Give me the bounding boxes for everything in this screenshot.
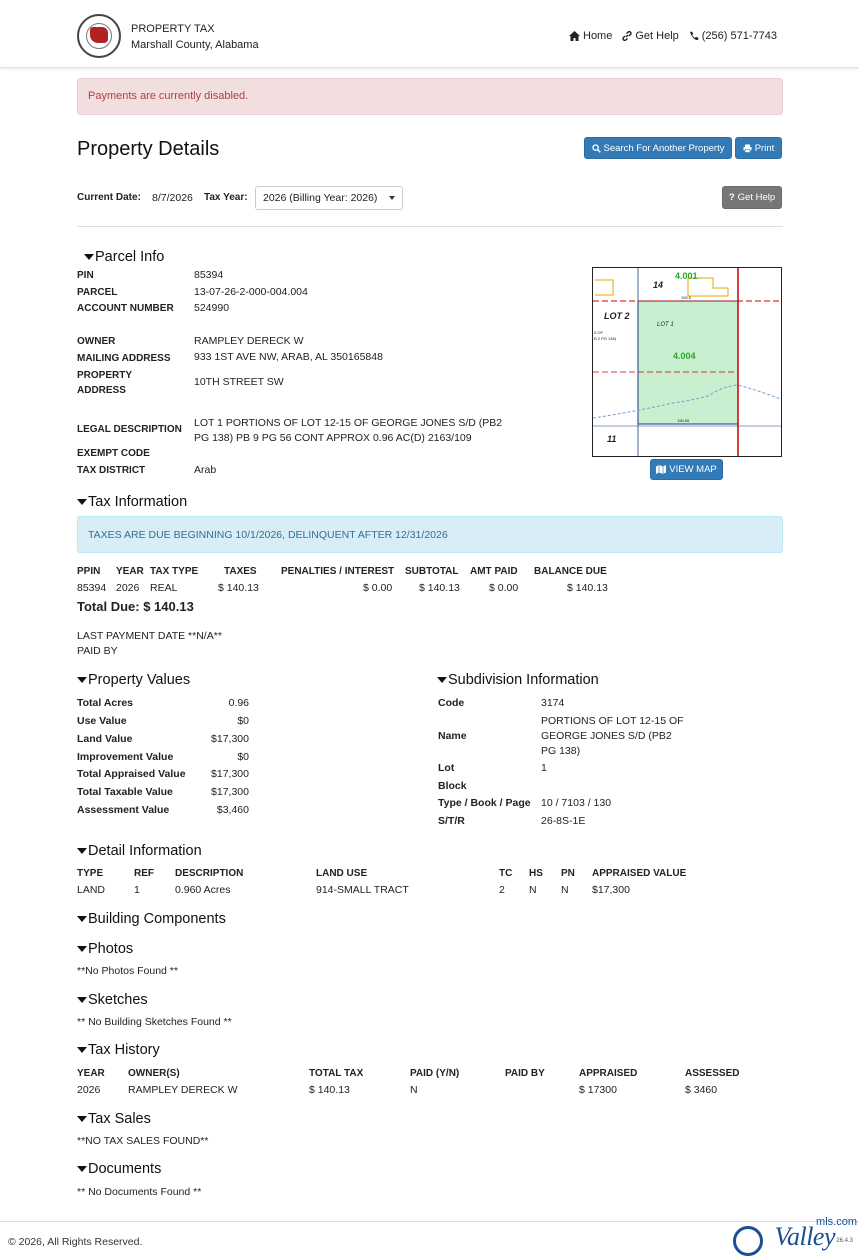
- tax-col-balance: BALANCE DUE: [534, 566, 607, 577]
- caret-down-icon: [77, 997, 87, 1003]
- home-icon: [569, 31, 580, 41]
- tax-year-label: Tax Year:: [204, 192, 248, 203]
- nav-help-link[interactable]: [622, 30, 678, 42]
- nav-phone-label: (256) 571-7743: [701, 30, 777, 42]
- detail-col-land-use: LAND USE: [316, 868, 368, 879]
- map-label-dim-top: 190.5: [681, 295, 692, 300]
- current-date-label: Current Date:: [77, 192, 141, 203]
- parcel-label-property-address: PROPERTY ADDRESS: [77, 370, 132, 396]
- sub-label-type-book-page: Type / Book / Page: [438, 797, 531, 809]
- sub-label-block: Block: [438, 780, 467, 792]
- detail-information-heading[interactable]: Detail Information: [77, 843, 202, 859]
- tax-cell-taxes: $ 140.13: [218, 582, 259, 594]
- print-icon: [743, 144, 752, 153]
- nav-help-label: Get Help: [635, 30, 679, 42]
- tax-col-year: YEAR: [116, 566, 144, 577]
- map-label-dim-bottom: 190.65: [677, 418, 690, 423]
- pv-label-assessment: Assessment Value: [77, 804, 170, 816]
- caret-down-icon: [77, 1116, 87, 1122]
- parcel-value-parcel: 13-07-26-2-000-004.004: [194, 286, 308, 298]
- sub-label-lot: Lot: [438, 762, 455, 774]
- caret-down-icon: [77, 848, 87, 854]
- parcel-map-image: [592, 267, 782, 457]
- history-col-appraised: APPRAISED: [579, 1068, 638, 1079]
- pv-value-taxable: $17,300: [211, 786, 249, 798]
- pv-value-assessment: $3,460: [216, 804, 249, 816]
- tax-year-select[interactable]: [255, 186, 403, 210]
- detail-col-tc: TC: [499, 868, 513, 879]
- tax-col-subtotal: SUBTOTAL: [405, 566, 459, 577]
- detail-cell-type: LAND: [77, 884, 106, 896]
- history-col-paid-by: PAID BY: [505, 1068, 545, 1079]
- detail-cell-land-use: 914-SMALL TRACT: [316, 884, 409, 896]
- get-help-button[interactable]: [722, 186, 782, 209]
- map-icon: [656, 465, 666, 474]
- parcel-label-legal: LEGAL DESCRIPTION: [77, 424, 182, 435]
- map-label-lot1: LOT 1: [657, 322, 674, 328]
- phone-icon: [689, 31, 699, 41]
- search-another-property-button[interactable]: [584, 137, 732, 159]
- chevron-down-icon: [389, 196, 395, 200]
- sub-value-name: PORTIONS OF LOT 12-15 OF GEORGE JONES S/D (PB2 PG 138): [541, 715, 684, 757]
- history-col-year: YEAR: [77, 1068, 105, 1079]
- history-cell-year: 2026: [77, 1084, 101, 1096]
- no-documents-text: ** No Documents Found **: [77, 1186, 202, 1198]
- tax-cell-type: REAL: [150, 582, 178, 594]
- caret-down-icon: [77, 499, 87, 505]
- search-icon: [592, 144, 601, 153]
- detail-col-type: TYPE: [77, 868, 104, 879]
- view-map-label: VIEW MAP: [669, 464, 717, 475]
- detail-cell-appraised: $17,300: [592, 884, 630, 896]
- tax-year-selected: 2026 (Billing Year: 2026): [263, 192, 378, 204]
- caret-down-icon: [77, 1047, 87, 1053]
- documents-heading[interactable]: Documents: [77, 1161, 161, 1177]
- caret-down-icon: [77, 946, 87, 952]
- parcel-value-property-address: 10TH STREET SW: [194, 376, 284, 388]
- footer: © 2026, All Rights Reserved. Valley mls.com 26.4.3: [0, 1221, 859, 1260]
- link-icon: [622, 31, 632, 41]
- history-col-paid: PAID (Y/N): [410, 1068, 460, 1079]
- sub-value-code: 3174: [541, 697, 565, 709]
- brand-title: PROPERTY TAX: [131, 23, 215, 35]
- no-photos-text: **No Photos Found **: [77, 965, 178, 977]
- caret-down-icon: [84, 254, 94, 260]
- get-help-button-label: Get Help: [737, 192, 776, 203]
- pv-label-acres: Total Acres: [77, 697, 134, 709]
- tax-information-heading[interactable]: Tax Information: [77, 494, 187, 510]
- sub-value-lot: 1: [541, 762, 547, 774]
- parcel-value-owner: RAMPLEY DERECK W: [194, 335, 304, 347]
- property-values-heading[interactable]: Property Values: [77, 672, 190, 688]
- detail-col-appraised: APPRAISED VALUE: [592, 868, 687, 879]
- search-button-label: Search For Another Property: [603, 142, 725, 154]
- view-map-button[interactable]: [650, 459, 723, 480]
- tax-history-heading[interactable]: Tax History: [77, 1042, 160, 1058]
- history-cell-appraised: $ 17300: [579, 1084, 617, 1096]
- photos-heading[interactable]: Photos: [77, 941, 133, 957]
- tax-col-penalties: PENALTIES / INTEREST: [281, 566, 395, 577]
- map-label-side-b: B 2 PG 138): [594, 336, 617, 341]
- map-label-14: 14: [653, 280, 664, 290]
- detail-col-description: DESCRIPTION: [175, 868, 244, 879]
- tax-cell-balance: $ 140.13: [567, 582, 608, 594]
- map-label-side-a: 5 OF: [594, 330, 603, 335]
- pv-label-appraised: Total Appraised Value: [77, 768, 186, 780]
- map-label-4004: 4.004: [673, 351, 696, 361]
- total-due: Total Due: $ 140.13: [77, 599, 194, 614]
- history-cell-assessed: $ 3460: [685, 1084, 718, 1096]
- caret-down-icon: [77, 677, 87, 683]
- pv-value-improvement: $0: [237, 751, 249, 763]
- copyright-text: © 2026, All Rights Reserved.: [8, 1236, 143, 1248]
- detail-cell-description: 0.960 Acres: [175, 884, 231, 896]
- parcel-label-exempt: EXEMPT CODE: [77, 448, 150, 459]
- map-label-lot2: LOT 2: [604, 311, 630, 321]
- parcel-label-owner: OWNER: [77, 336, 116, 347]
- sub-label-code: Code: [438, 697, 465, 709]
- paid-by: PAID BY: [77, 645, 118, 657]
- pv-value-land: $17,300: [211, 733, 249, 745]
- page-title: Property Details: [77, 138, 220, 160]
- nav-phone-link[interactable]: [689, 30, 777, 42]
- parcel-label-pin: PIN: [77, 270, 94, 281]
- no-tax-sales-text: **NO TAX SALES FOUND**: [77, 1135, 209, 1147]
- detail-col-pn: PN: [561, 868, 575, 879]
- pv-value-appraised: $17,300: [211, 768, 249, 780]
- history-col-total-tax: TOTAL TAX: [309, 1068, 364, 1079]
- pv-label-land: Land Value: [77, 733, 133, 745]
- detail-col-hs: HS: [529, 868, 543, 879]
- tax-cell-subtotal: $ 140.13: [419, 582, 460, 594]
- print-button[interactable]: [735, 137, 782, 159]
- parcel-label-parcel: PARCEL: [77, 287, 118, 298]
- print-button-label: Print: [754, 142, 775, 154]
- tax-col-amt-paid: AMT PAID: [470, 566, 518, 577]
- parcel-value-account: 524990: [194, 302, 230, 314]
- history-cell-paid: N: [410, 1084, 418, 1096]
- pv-value-acres: 0.96: [228, 697, 249, 709]
- sub-value-type-book-page: 10 / 7103 / 130: [541, 797, 612, 809]
- top-nav: [569, 30, 777, 42]
- parcel-value-mailing: 933 1ST AVE NW, ARAB, AL 350165848: [194, 351, 383, 363]
- map-label-11: 11: [607, 434, 617, 444]
- history-cell-total-tax: $ 140.13: [309, 1084, 350, 1096]
- question-icon: ?: [728, 192, 735, 203]
- parcel-value-district: Arab: [194, 464, 217, 476]
- tax-col-type: TAX TYPE: [150, 566, 199, 577]
- parcel-label-district: TAX DISTRICT: [77, 465, 146, 476]
- pv-label-use: Use Value: [77, 715, 127, 727]
- parcel-label-account: ACCOUNT NUMBER: [77, 303, 174, 314]
- sub-value-str: 26-8S-1E: [541, 815, 586, 827]
- tax-cell-ppin: 85394: [77, 582, 107, 594]
- tax-cell-amt-paid: $ 0.00: [489, 582, 519, 594]
- brand-subtitle: Marshall County, Alabama: [131, 39, 259, 51]
- history-col-assessed: ASSESSED: [685, 1068, 740, 1079]
- history-cell-owners: RAMPLEY DERECK W: [128, 1084, 238, 1096]
- parcel-value-legal: LOT 1 PORTIONS OF LOT 12-15 OF GEORGE JONES S/D (PB2 PG 138) PB 9 PG 56 CONT APPROX 0.96 AC(D) 2163/109: [194, 417, 503, 444]
- caret-down-icon: [77, 916, 87, 922]
- parcel-info-heading[interactable]: Parcel Info: [84, 249, 164, 265]
- subdivision-heading[interactable]: Subdivision Information: [437, 672, 599, 688]
- last-payment-date: LAST PAYMENT DATE **N/A**: [77, 630, 222, 642]
- pv-value-use: $0: [237, 715, 249, 727]
- nav-home-link[interactable]: [569, 30, 612, 42]
- pv-label-improvement: Improvement Value: [77, 751, 174, 763]
- tax-col-ppin: PPIN: [77, 566, 101, 577]
- payments-disabled-alert: Payments are currently disabled.: [77, 78, 783, 115]
- caret-down-icon: [77, 1166, 87, 1172]
- divider: [77, 226, 783, 227]
- tax-cell-year: 2026: [116, 582, 140, 594]
- history-col-owners: OWNER(S): [128, 1068, 180, 1079]
- map-label-4001: 4.001: [675, 271, 698, 281]
- detail-cell-ref: 1: [134, 884, 140, 896]
- parcel-value-pin: 85394: [194, 269, 224, 281]
- building-components-heading[interactable]: Building Components: [77, 911, 226, 927]
- detail-col-ref: REF: [134, 868, 154, 879]
- sub-label-str: S/T/R: [438, 815, 465, 827]
- no-sketches-text: ** No Building Sketches Found **: [77, 1016, 232, 1028]
- tax-due-notice: TAXES ARE DUE BEGINNING 10/1/2026, DELINQUENT AFTER 12/31/2026: [77, 516, 783, 553]
- tax-cell-penalties: $ 0.00: [363, 582, 393, 594]
- tax-sales-heading[interactable]: Tax Sales: [77, 1111, 151, 1127]
- parcel-label-mailing: MAILING ADDRESS: [77, 353, 171, 364]
- sub-label-name: Name: [438, 730, 467, 742]
- detail-cell-hs: N: [529, 884, 537, 896]
- top-header: [0, 0, 859, 68]
- sketches-heading[interactable]: Sketches: [77, 992, 148, 1008]
- caret-down-icon: [437, 677, 447, 683]
- detail-cell-pn: N: [561, 884, 569, 896]
- pv-label-taxable: Total Taxable Value: [77, 786, 173, 798]
- nav-home-label: Home: [583, 30, 613, 42]
- tax-col-taxes: TAXES: [224, 566, 257, 577]
- current-date-value: 8/7/2026: [152, 192, 193, 204]
- detail-cell-tc: 2: [499, 884, 505, 896]
- county-seal-logo: [77, 14, 121, 58]
